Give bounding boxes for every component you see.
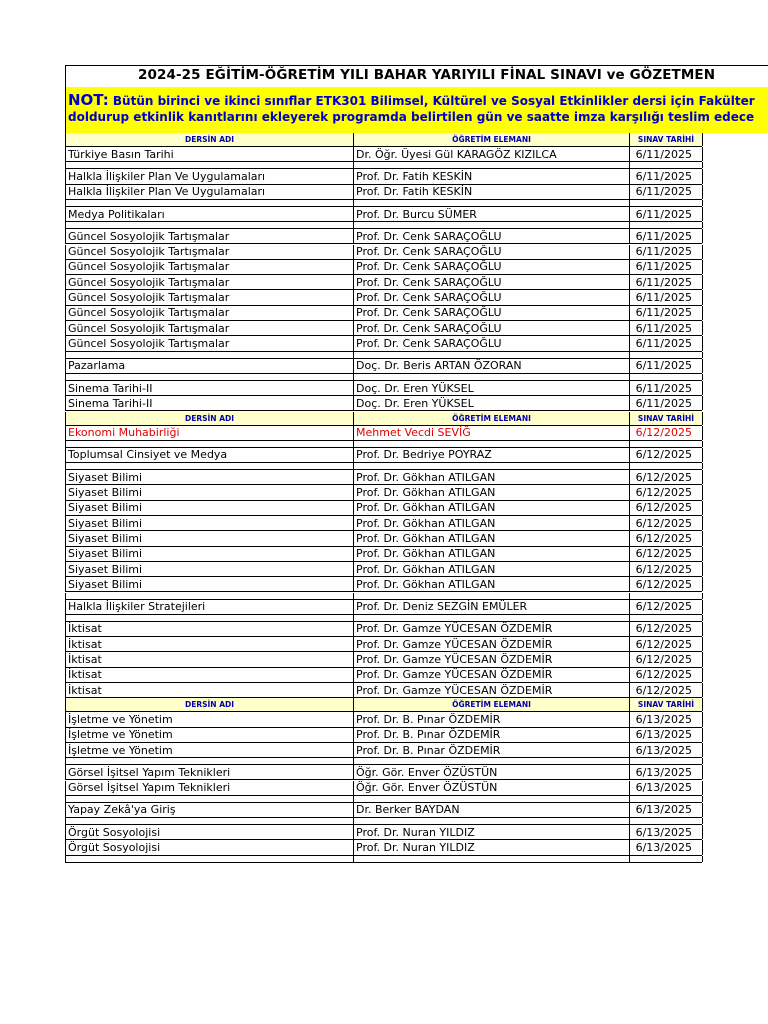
date-cell: 6/12/2025 [630,600,703,614]
course-cell: Medya Politikaları [66,207,354,221]
table-row [65,290,702,305]
course-cell: Türkiye Basın Tarihi [66,147,354,161]
sheet-title-text: 2024-25 EĞİTİM-ÖĞRETİM YILI BAHAR YARIYILI FİNAL SINAVI ve GÖZETMEN [138,67,716,83]
instructor-cell: Prof. Dr. Gökhan ATILGAN [354,562,630,576]
table-row [65,622,702,637]
table-row [65,396,702,411]
note-prefix: NOT: [68,91,109,109]
course-cell: Güncel Sosyolojik Tartışmalar [66,321,354,335]
course-cell: Örgüt Sosyolojisi [66,825,354,839]
course-cell [66,615,354,621]
course-cell [66,818,354,824]
course-cell [66,162,354,168]
instructor-cell: Doç. Dr. Beris ARTAN ÖZORAN [354,359,630,373]
table-row [65,245,702,260]
instructor-cell [354,615,630,621]
instructor-cell: Prof. Dr. Gamze YÜCESAN ÖZDEMİR [354,683,630,697]
instructor-cell [354,796,630,802]
table-spacer-row [65,200,702,207]
date-cell [630,758,703,764]
instructor-cell: Öğr. Gör. Enver ÖZÜSTÜN [354,781,630,795]
table-row [65,501,702,516]
instructor-cell: Dr. Berker BAYDAN [354,803,630,817]
table-header-row [65,698,702,712]
instructor-cell [354,593,630,599]
table-spacer-row [65,352,702,359]
date-cell: 6/11/2025 [630,359,703,373]
date-cell: 6/11/2025 [630,290,703,304]
course-header: DERSİN ADI [66,133,354,146]
date-cell [630,441,703,447]
table-spacer-row [65,856,702,863]
date-header: SINAV TARİHİ [630,698,703,711]
instructor-cell: Prof. Dr. Deniz SEZGİN EMÜLER [354,600,630,614]
instructor-cell [354,352,630,358]
table-header-row [65,412,702,426]
date-cell: 6/11/2025 [630,260,703,274]
date-header: SINAV TARİHİ [630,412,703,425]
instructor-cell: Dr. Öğr. Üyesi Gül KARAGÖZ KIZILCA [354,147,630,161]
instructor-cell: Prof. Dr. Cenk SARAÇOĞLU [354,306,630,320]
note-line-1-text: Bütün birinci ve ikinci sınıflar ETK301 Bilimsel, Kültürel ve Sosyal Etkinlikler dersi için Fakülter [108,94,755,108]
table-row [65,260,702,275]
table-row [65,485,702,500]
instructor-cell: Doç. Dr. Eren YÜKSEL [354,396,630,410]
table-row [65,207,702,222]
instructor-cell: Prof. Dr. Gamze YÜCESAN ÖZDEMİR [354,637,630,651]
date-cell: 6/12/2025 [630,577,703,591]
date-header: SINAV TARİHİ [630,133,703,146]
course-cell: Yapay Zekâ'ya Giriş [66,803,354,817]
instructor-cell: Prof. Dr. Cenk SARAÇOĞLU [354,229,630,243]
date-cell: 6/12/2025 [630,562,703,576]
table-row [65,531,702,546]
instructor-cell: Prof. Dr. Fatih KESKİN [354,169,630,183]
table-row [65,600,702,615]
table-row [65,803,702,818]
course-cell [66,463,354,469]
table-row [65,147,702,162]
date-cell: 6/13/2025 [630,781,703,795]
date-cell: 6/11/2025 [630,245,703,259]
instructor-cell: Prof. Dr. Gamze YÜCESAN ÖZDEMİR [354,668,630,682]
course-cell: Sinema Tarihi-II [66,396,354,410]
course-cell [66,758,354,764]
course-cell: Halkla İlişkiler Plan Ve Uygulamaları [66,185,354,199]
date-cell [630,222,703,228]
note-line-2: doldurup etkinlik kanıtlarını ekleyerek programda belirtilen gün ve saatte imza karşılığı teslim edece [68,110,755,124]
date-cell: 6/12/2025 [630,668,703,682]
table-spacer-row [65,162,702,169]
course-cell [66,222,354,228]
instructor-cell: Prof. Dr. B. Pınar ÖZDEMİR [354,743,630,757]
table-row [65,577,702,592]
course-cell: Siyaset Bilimi [66,547,354,561]
date-cell [630,352,703,358]
instructor-cell [354,162,630,168]
course-cell: Pazarlama [66,359,354,373]
table-spacer-row [65,374,702,381]
course-cell: Halkla İlişkiler Plan Ve Uygulamaları [66,169,354,183]
date-cell [630,200,703,206]
instructor-cell [354,856,630,862]
table-spacer-row [65,593,702,600]
instructor-header: ÖĞRETİM ELEMANI [354,412,630,425]
instructor-cell: Prof. Dr. Gökhan ATILGAN [354,547,630,561]
course-cell [66,374,354,380]
table-row [65,470,702,485]
course-cell: Güncel Sosyolojik Tartışmalar [66,336,354,350]
instructor-cell: Prof. Dr. B. Pınar ÖZDEMİR [354,712,630,726]
instructor-cell [354,374,630,380]
date-cell: 6/13/2025 [630,712,703,726]
date-cell: 6/12/2025 [630,683,703,697]
course-cell: Siyaset Bilimi [66,531,354,545]
instructor-cell: Mehmet Vecdi SEVİĞ [354,426,630,440]
course-cell [66,441,354,447]
instructor-cell: Doç. Dr. Eren YÜKSEL [354,381,630,395]
date-cell: 6/11/2025 [630,169,703,183]
date-cell: 6/12/2025 [630,531,703,545]
table-row [65,781,702,796]
course-cell: Sinema Tarihi-II [66,381,354,395]
date-cell [630,463,703,469]
table-spacer-row [65,796,702,803]
table-row [65,765,702,780]
instructor-cell: Prof. Dr. Bedriye POYRAZ [354,448,630,462]
date-cell [630,593,703,599]
date-cell [630,162,703,168]
date-cell: 6/11/2025 [630,275,703,289]
date-cell: 6/12/2025 [630,652,703,666]
table-row [65,426,702,441]
table-row [65,381,702,396]
course-cell: Siyaset Bilimi [66,485,354,499]
course-cell: Görsel İşitsel Yapım Teknikleri [66,765,354,779]
instructor-cell: Prof. Dr. Cenk SARAÇOĞLU [354,260,630,274]
table-spacer-row [65,758,702,765]
date-cell: 6/13/2025 [630,825,703,839]
table-row [65,562,702,577]
instructor-cell: Prof. Dr. Gökhan ATILGAN [354,531,630,545]
table-row [65,712,702,727]
instructor-cell: Prof. Dr. Gamze YÜCESAN ÖZDEMİR [354,652,630,666]
date-cell: 6/11/2025 [630,306,703,320]
course-cell: Siyaset Bilimi [66,577,354,591]
course-cell: İktisat [66,668,354,682]
course-cell: İktisat [66,683,354,697]
date-cell: 6/12/2025 [630,426,703,440]
table-spacer-row [65,222,702,229]
note-line-1 [68,91,755,109]
date-cell: 6/11/2025 [630,229,703,243]
table-row [65,840,702,855]
course-cell [66,593,354,599]
date-cell: 6/12/2025 [630,547,703,561]
course-cell: Toplumsal Cinsiyet ve Medya [66,448,354,462]
instructor-cell: Prof. Dr. Gökhan ATILGAN [354,485,630,499]
course-cell: İşletme ve Yönetim [66,728,354,742]
instructor-cell [354,463,630,469]
course-cell: İktisat [66,622,354,636]
instructor-cell: Prof. Dr. Gökhan ATILGAN [354,501,630,515]
date-cell [630,796,703,802]
instructor-cell [354,758,630,764]
date-cell: 6/12/2025 [630,501,703,515]
date-cell: 6/12/2025 [630,622,703,636]
date-cell: 6/13/2025 [630,803,703,817]
table-row [65,275,702,290]
date-cell: 6/13/2025 [630,840,703,854]
table-row [65,516,702,531]
date-cell: 6/13/2025 [630,728,703,742]
instructor-cell: Prof. Dr. B. Pınar ÖZDEMİR [354,728,630,742]
table-spacer-row [65,818,702,825]
course-cell: Siyaset Bilimi [66,516,354,530]
date-cell: 6/12/2025 [630,485,703,499]
table-row [65,683,702,698]
table-spacer-row [65,441,702,448]
date-cell: 6/11/2025 [630,396,703,410]
table-spacer-row [65,615,702,622]
date-cell: 6/11/2025 [630,336,703,350]
course-cell: Güncel Sosyolojik Tartışmalar [66,290,354,304]
table-row [65,547,702,562]
date-cell: 6/13/2025 [630,743,703,757]
course-cell: Güncel Sosyolojik Tartışmalar [66,306,354,320]
course-header: DERSİN ADI [66,412,354,425]
date-cell: 6/12/2025 [630,516,703,530]
instructor-header: ÖĞRETİM ELEMANI [354,133,630,146]
table-row [65,448,702,463]
instructor-cell: Prof. Dr. Gamze YÜCESAN ÖZDEMİR [354,622,630,636]
course-cell: Görsel İşitsel Yapım Teknikleri [66,781,354,795]
course-cell [66,856,354,862]
course-cell: Güncel Sosyolojik Tartışmalar [66,229,354,243]
course-cell [66,796,354,802]
course-cell [66,352,354,358]
instructor-cell: Prof. Dr. Cenk SARAÇOĞLU [354,336,630,350]
course-cell: Ekonomi Muhabirliği [66,426,354,440]
table-row [65,637,702,652]
instructor-cell [354,818,630,824]
exam-schedule-sheet [65,65,768,937]
course-cell: Güncel Sosyolojik Tartışmalar [66,260,354,274]
table-row [65,668,702,683]
instructor-cell: Prof. Dr. Gökhan ATILGAN [354,577,630,591]
instructor-header: ÖĞRETİM ELEMANI [354,698,630,711]
table-row [65,652,702,667]
date-cell: 6/12/2025 [630,637,703,651]
note-banner [65,87,768,133]
table-row [65,825,702,840]
course-cell: Güncel Sosyolojik Tartışmalar [66,275,354,289]
instructor-cell: Prof. Dr. Cenk SARAÇOĞLU [354,245,630,259]
instructor-cell: Prof. Dr. Cenk SARAÇOĞLU [354,275,630,289]
course-cell: İşletme ve Yönetim [66,743,354,757]
course-cell: Siyaset Bilimi [66,501,354,515]
date-cell: 6/11/2025 [630,147,703,161]
instructor-cell: Prof. Dr. Gökhan ATILGAN [354,470,630,484]
instructor-cell: Prof. Dr. Cenk SARAÇOĞLU [354,321,630,335]
course-cell: İktisat [66,637,354,651]
date-cell [630,818,703,824]
instructor-cell: Prof. Dr. Nuran YILDIZ [354,840,630,854]
date-cell: 6/12/2025 [630,470,703,484]
table-row [65,359,702,374]
date-cell: 6/11/2025 [630,207,703,221]
date-cell: 6/11/2025 [630,321,703,335]
course-cell: Güncel Sosyolojik Tartışmalar [66,245,354,259]
instructor-cell: Prof. Dr. Gökhan ATILGAN [354,516,630,530]
table-row [65,728,702,743]
table-row [65,229,702,244]
date-cell: 6/11/2025 [630,381,703,395]
course-cell [66,200,354,206]
date-cell [630,615,703,621]
table-row [65,185,702,200]
date-cell: 6/13/2025 [630,765,703,779]
course-cell: İşletme ve Yönetim [66,712,354,726]
table-row [65,321,702,336]
sheet-title [65,65,768,87]
course-cell: Örgüt Sosyolojisi [66,840,354,854]
date-cell: 6/12/2025 [630,448,703,462]
date-cell [630,856,703,862]
course-cell: İktisat [66,652,354,666]
table-row [65,743,702,758]
instructor-cell: Prof. Dr. Fatih KESKİN [354,185,630,199]
course-cell: Siyaset Bilimi [66,470,354,484]
instructor-cell: Öğr. Gör. Enver ÖZÜSTÜN [354,765,630,779]
course-cell: Siyaset Bilimi [66,562,354,576]
date-cell: 6/11/2025 [630,185,703,199]
instructor-cell: Prof. Dr. Nuran YILDIZ [354,825,630,839]
instructor-cell: Prof. Dr. Cenk SARAÇOĞLU [354,290,630,304]
table-row [65,336,702,351]
instructor-cell [354,441,630,447]
instructor-cell [354,200,630,206]
date-cell [630,374,703,380]
table-row [65,306,702,321]
course-header: DERSİN ADI [66,698,354,711]
table-row [65,169,702,184]
instructor-cell: Prof. Dr. Burcu SÜMER [354,207,630,221]
table-spacer-row [65,463,702,470]
course-cell: Halkla İlişkiler Stratejileri [66,600,354,614]
table-header-row [65,133,702,147]
instructor-cell [354,222,630,228]
